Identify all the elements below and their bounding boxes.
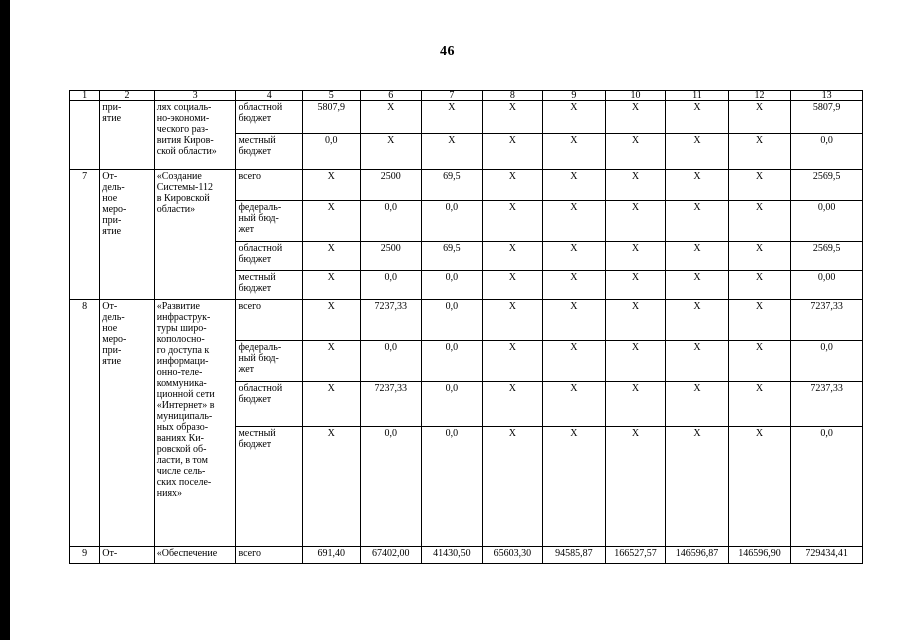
value-cell: X [422,134,483,170]
funding-source: областной бюджет [236,382,303,427]
value-cell: X [482,242,543,271]
value-cell: X [666,341,729,382]
value-cell: X [422,101,483,134]
event-type: От- дель- ное меро- при- ятие [100,170,154,300]
value-cell: X [728,242,791,271]
column-header: 2 [100,91,154,101]
value-cell: X [666,271,729,300]
event-name: «Создание Системы-112 в Кировской области» [154,170,236,300]
row-number [70,101,100,170]
value-cell: X [482,134,543,170]
funding-source: областной бюджет [236,242,303,271]
value-cell: X [482,201,543,242]
row-number: 7 [70,170,100,300]
value-cell: 0,0 [791,427,863,547]
column-header: 10 [605,91,666,101]
event-name: «Обеспечение [154,547,236,564]
value-cell: X [482,382,543,427]
funding-source: федераль- ный бюд- жет [236,201,303,242]
column-header: 5 [303,91,361,101]
event-type: От- [100,547,154,564]
value-cell: 69,5 [422,242,483,271]
value-cell: 0,0 [360,201,422,242]
value-cell: X [666,170,729,201]
row-number: 9 [70,547,100,564]
value-cell: X [543,134,606,170]
value-cell: X [303,300,361,341]
value-cell: X [728,134,791,170]
value-cell: X [605,242,666,271]
value-cell: X [543,382,606,427]
value-cell: X [303,382,361,427]
value-cell: X [605,134,666,170]
value-cell: X [666,242,729,271]
table-row [70,101,863,134]
value-cell: 2569,5 [791,170,863,201]
value-cell: 0,0 [422,201,483,242]
value-cell: X [728,271,791,300]
value-cell: 0,0 [422,382,483,427]
value-cell: 0,0 [422,271,483,300]
header-row [70,91,863,101]
value-cell: 94585,87 [543,547,606,564]
value-cell: 7237,33 [360,382,422,427]
value-cell: 67402,00 [360,547,422,564]
value-cell: X [666,382,729,427]
value-cell: X [728,300,791,341]
value-cell: 69,5 [422,170,483,201]
value-cell: X [482,271,543,300]
value-cell: X [728,170,791,201]
event-type: От- дель- ное меро- при- ятие [100,300,154,547]
value-cell: 5807,9 [303,101,361,134]
value-cell: X [605,341,666,382]
value-cell: X [666,300,729,341]
value-cell: 2500 [360,170,422,201]
value-cell: X [605,382,666,427]
value-cell: 0,00 [791,271,863,300]
value-cell: 0,0 [791,341,863,382]
value-cell: X [666,134,729,170]
column-header: 6 [360,91,422,101]
value-cell: 0,0 [422,427,483,547]
funding-source: местный бюджет [236,271,303,300]
value-cell: 2569,5 [791,242,863,271]
value-cell: X [728,201,791,242]
value-cell: 0,0 [360,341,422,382]
value-cell: 5807,9 [791,101,863,134]
value-cell: X [728,382,791,427]
value-cell: X [666,101,729,134]
value-cell: 7237,33 [791,382,863,427]
value-cell: 0,0 [422,341,483,382]
value-cell: X [482,101,543,134]
value-cell: X [303,427,361,547]
event-name: «Развитие инфраструк- туры широ- кополосно- го доступа к информаци- онно-теле- коммуника- ционной сети «Интернет» в муниципаль- ных образо- ваниях Ки- ровской об- ласти, в том числе сель- ских поселе- ниях» [154,300,236,547]
value-cell: X [605,427,666,547]
table-row [70,170,863,201]
value-cell: X [360,101,422,134]
table-row [70,547,863,564]
page-number: 46 [440,44,455,59]
value-cell: X [605,170,666,201]
column-header: 1 [70,91,100,101]
value-cell: X [543,101,606,134]
value-cell: X [543,341,606,382]
value-cell: X [605,271,666,300]
value-cell: X [543,271,606,300]
value-cell: X [303,170,361,201]
column-header: 13 [791,91,863,101]
value-cell: X [605,300,666,341]
value-cell: X [482,300,543,341]
budget-table [69,90,863,564]
value-cell: 166527,57 [605,547,666,564]
funding-source: всего [236,547,303,564]
value-cell: 0,0 [303,134,361,170]
value-cell: 0,0 [360,271,422,300]
value-cell: X [605,201,666,242]
value-cell: 0,0 [360,427,422,547]
column-header: 7 [422,91,483,101]
funding-source: всего [236,300,303,341]
value-cell: X [482,427,543,547]
value-cell: X [543,201,606,242]
value-cell: X [666,427,729,547]
value-cell: X [303,341,361,382]
value-cell: X [303,201,361,242]
value-cell: X [728,341,791,382]
value-cell: 65603,30 [482,547,543,564]
value-cell: 146596,90 [728,547,791,564]
funding-source: местный бюджет [236,134,303,170]
table-row [70,300,863,341]
funding-source: всего [236,170,303,201]
value-cell: X [543,427,606,547]
funding-source: областной бюджет [236,101,303,134]
column-header: 11 [666,91,729,101]
value-cell: X [482,170,543,201]
value-cell: X [543,170,606,201]
value-cell: 0,00 [791,201,863,242]
event-name: лях социаль- но-экономи- ческого раз- вития Киров- ской области» [154,101,236,170]
value-cell: X [728,427,791,547]
value-cell: 691,40 [303,547,361,564]
value-cell: X [360,134,422,170]
column-header: 8 [482,91,543,101]
value-cell: X [482,341,543,382]
value-cell: X [605,101,666,134]
value-cell: X [543,300,606,341]
value-cell: 41430,50 [422,547,483,564]
value-cell: 0,0 [791,134,863,170]
value-cell: 7237,33 [360,300,422,341]
value-cell: X [666,201,729,242]
row-number: 8 [70,300,100,547]
funding-source: местный бюджет [236,427,303,547]
value-cell: X [728,101,791,134]
event-type: при- ятие [100,101,154,170]
column-header: 3 [154,91,236,101]
column-header: 9 [543,91,606,101]
value-cell: 2500 [360,242,422,271]
column-header: 12 [728,91,791,101]
value-cell: 0,0 [422,300,483,341]
value-cell: X [303,271,361,300]
value-cell: 7237,33 [791,300,863,341]
value-cell: 729434,41 [791,547,863,564]
scan-edge-bar [0,0,10,640]
value-cell: X [303,242,361,271]
funding-source: федераль- ный бюд- жет [236,341,303,382]
column-header: 4 [236,91,303,101]
value-cell: X [543,242,606,271]
value-cell: 146596,87 [666,547,729,564]
